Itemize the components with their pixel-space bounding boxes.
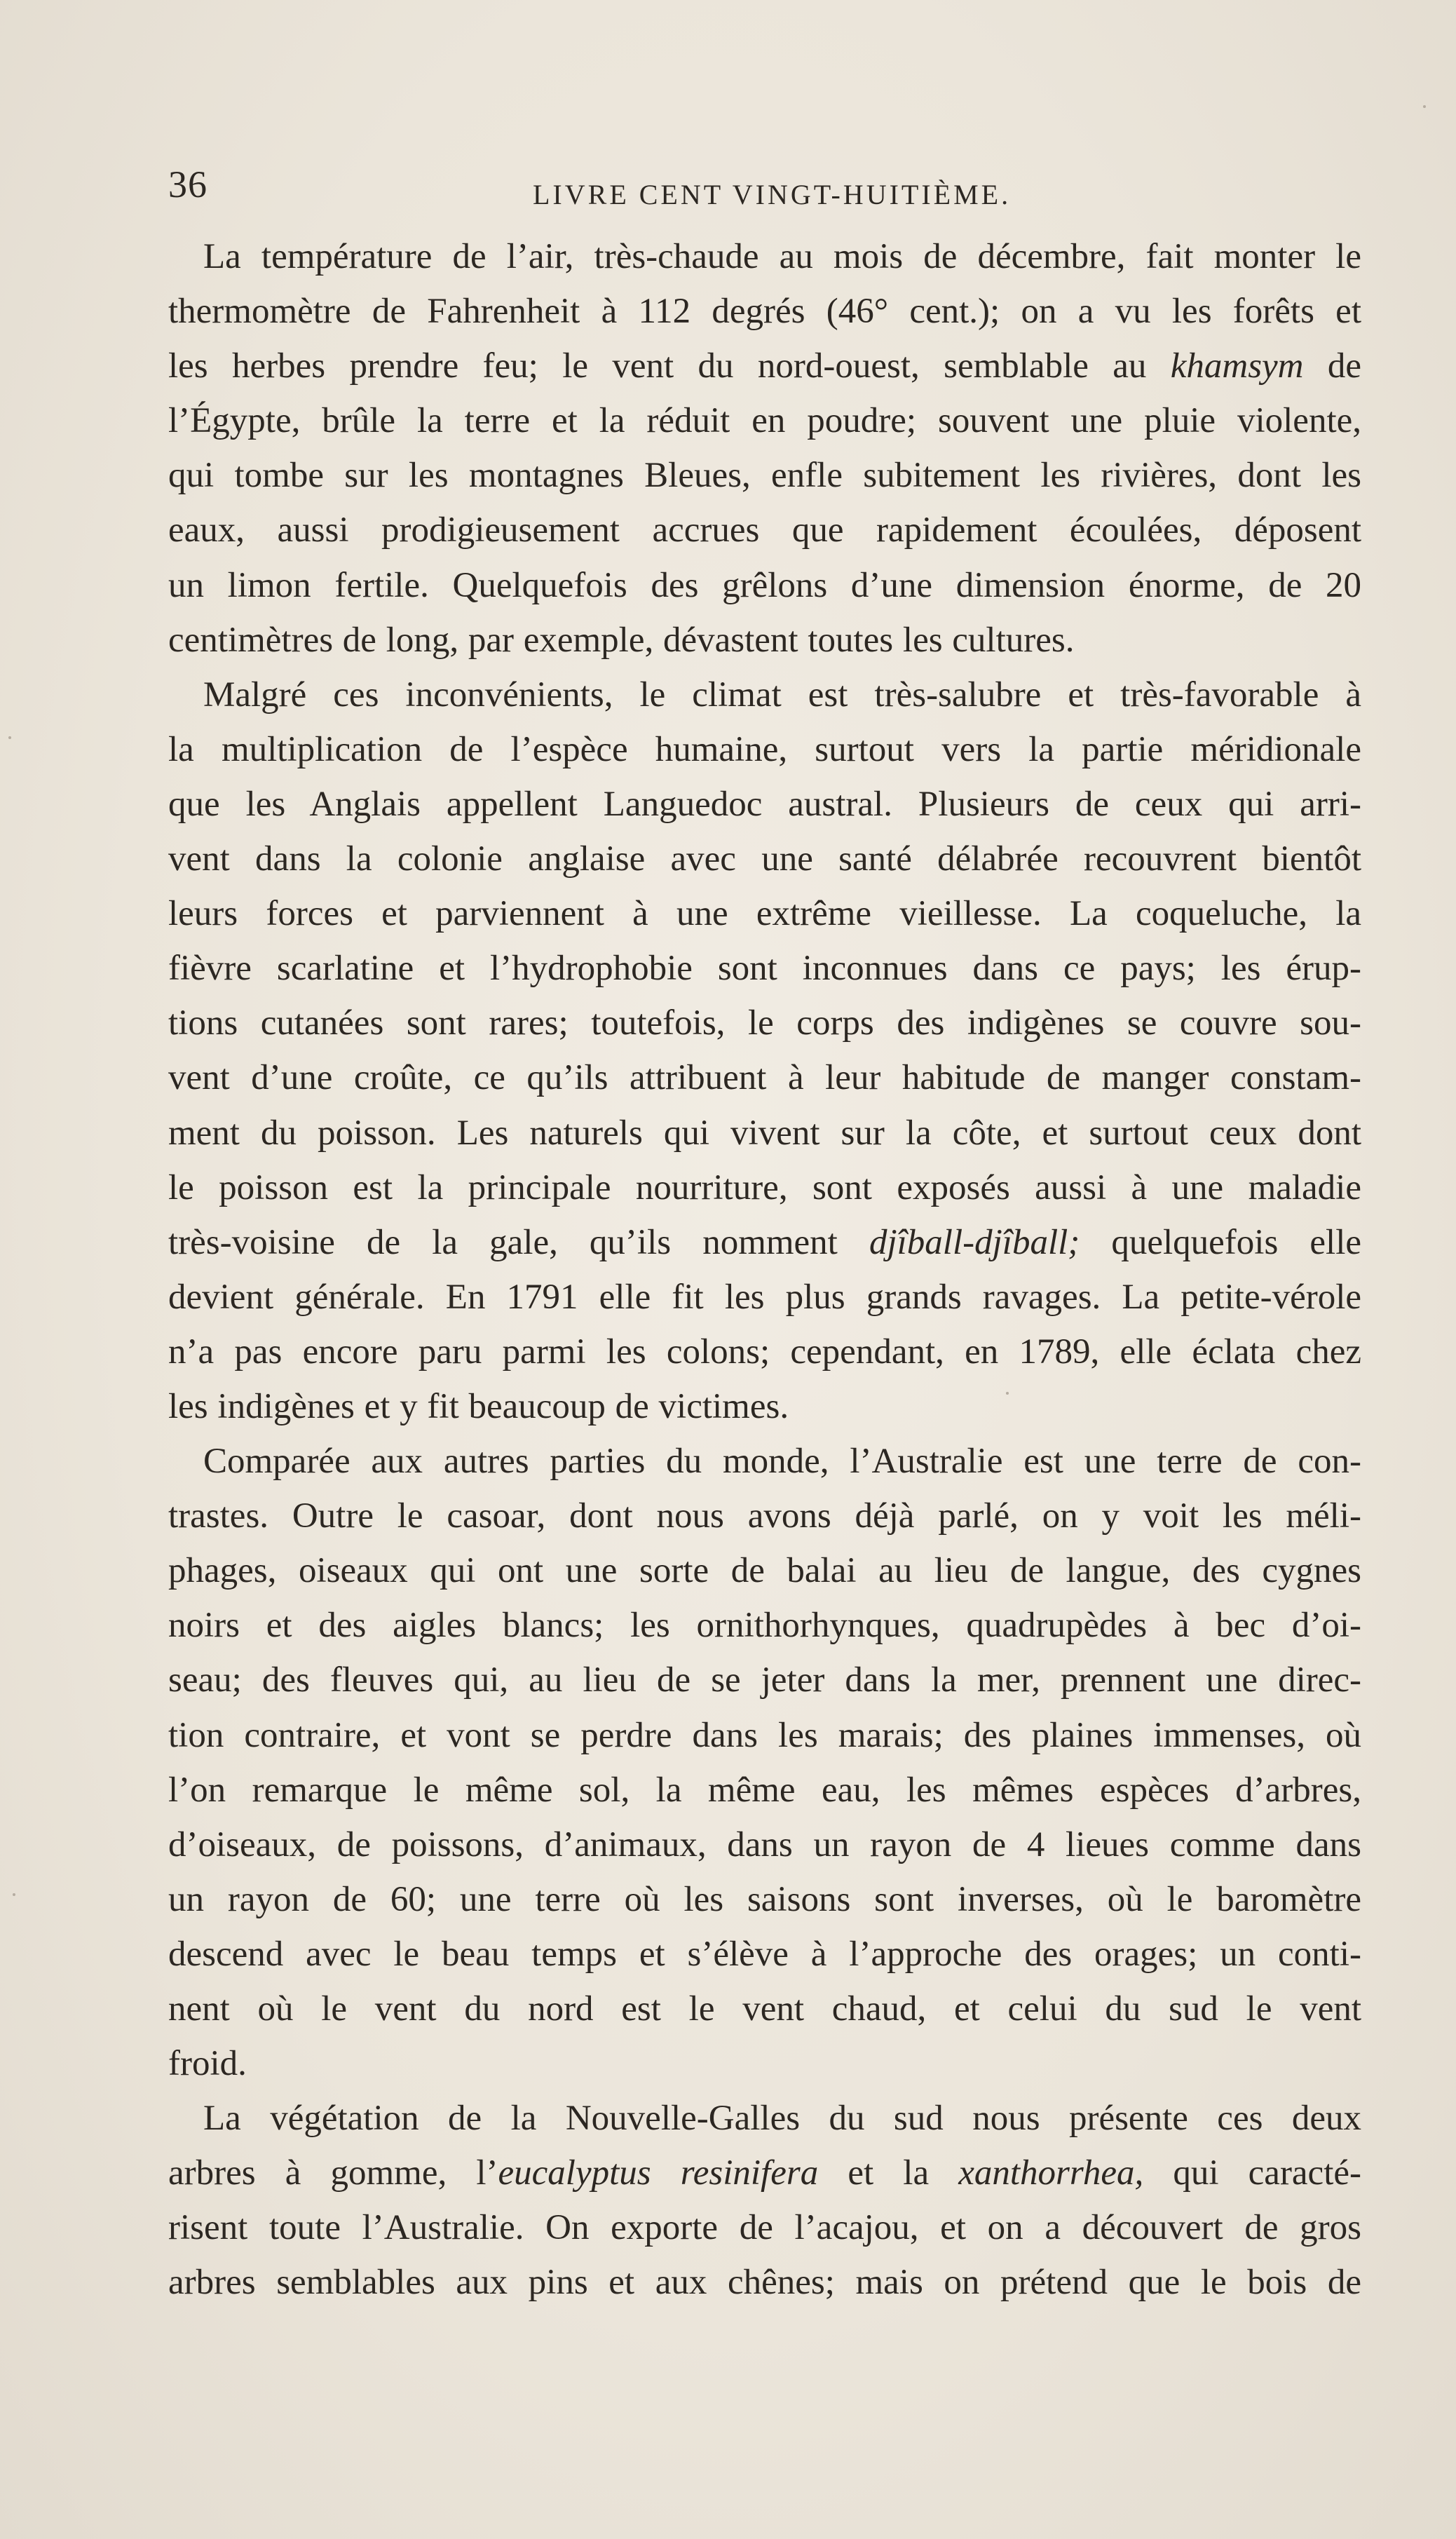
italic-term: djîball-djîball;	[869, 1222, 1080, 1262]
text-line: seau; des fleuves qui, au lieu de se jeter dans la mer, prennent une direc-	[168, 1660, 1361, 1700]
text-line: leurs forces et parviennent à une extrême vieillesse. La coqueluche, la	[168, 894, 1361, 934]
text-segment: quelquefois elle	[1111, 1222, 1362, 1262]
text-line: n’a pas encore paru parmi les colons; cependant, en 1789, elle éclata chez	[168, 1332, 1361, 1372]
text-line: tions cutanées sont rares; toutefois, le corps des indigènes se couvre sou-	[168, 1003, 1361, 1043]
text-line: que les Anglais appellent Languedoc austral. Plusieurs de ceux qui arri-	[168, 784, 1361, 824]
text-line: l’Égypte, brûle la terre et la réduit en poudre; souvent une pluie violente,	[168, 401, 1361, 441]
paragraph-1	[168, 229, 1361, 668]
italic-term: xanthorrhea,	[958, 2153, 1144, 2193]
text-line: nent où le vent du nord est le vent chaud, et celui du sud le vent	[168, 1989, 1361, 2029]
text-line	[168, 1215, 1361, 1270]
text-line: qui tombe sur les montagnes Bleues, enfle subitement les rivières, dont les	[168, 456, 1361, 496]
paper-speck	[1006, 1392, 1009, 1395]
text-line: vent d’une croûte, ce qu’ils attribuent à leur habitude de manger constam-	[168, 1058, 1361, 1098]
text-line: arbres semblables aux pins et aux chênes; mais on prétend que le bois de	[168, 2263, 1361, 2303]
paragraph-3	[168, 1434, 1361, 2091]
paper-speck	[1423, 105, 1426, 108]
text-line: La végétation de la Nouvelle-Galles du sud nous présente ces deux	[203, 2099, 1361, 2139]
paper-speck	[13, 1893, 15, 1896]
running-head: LIVRE CENT VINGT-HUITIÈME.	[533, 179, 1012, 210]
text-line: devient générale. En 1791 elle fit les plus grands ravages. La petite-vérole	[168, 1277, 1361, 1317]
italic-term: eucalyptus resinifera	[498, 2153, 819, 2193]
text-line	[168, 2146, 1361, 2200]
text-line: centimètres de long, par exemple, dévastent toutes les cultures.	[168, 620, 1075, 660]
text-line: thermomètre de Fahrenheit à 112 degrés (46° cent.); on a vu les forêts et	[168, 292, 1361, 332]
text-line: noirs et des aigles blancs; les ornithorhynques, quadrupèdes à bec d’oi-	[168, 1606, 1361, 1646]
text-segment: qui caracté-	[1173, 2153, 1361, 2193]
text-line: Malgré ces inconvénients, le climat est très-salubre et très-favorable à	[203, 675, 1361, 715]
text-segment: et la	[848, 2153, 930, 2193]
text-line: le poisson est la principale nourriture, sont exposés aussi à une maladie	[168, 1167, 1361, 1207]
text-segment: de	[1327, 346, 1362, 386]
page-header	[168, 163, 1360, 212]
text-segment: très-voisine de la gale, qu’ils nomment	[168, 1222, 838, 1262]
italic-term: khamsym	[1170, 346, 1304, 386]
text-line: un rayon de 60; une terre où les saisons sont inverses, où le baromètre	[168, 1879, 1361, 1919]
text-line: d’oiseaux, de poissons, d’animaux, dans un rayon de 4 lieues comme dans	[168, 1824, 1361, 1864]
text-line: froid.	[168, 2044, 247, 2084]
text-line: phages, oiseaux qui ont une sorte de balai au lieu de langue, des cygnes	[168, 1551, 1361, 1591]
text-line: La température de l’air, très-chaude au mois de décembre, fait monter le	[203, 237, 1361, 276]
text-line: risent toute l’Australie. On exporte de l’acajou, et on a découvert de gros	[168, 2208, 1361, 2248]
text-line: l’on remarque le même sol, la même eau, les mêmes espèces d’arbres,	[168, 1770, 1361, 1810]
text-line: descend avec le beau temps et s’élève à l’approche des orages; un conti-	[168, 1934, 1361, 1974]
text-segment: arbres à gomme, l’	[168, 2153, 498, 2193]
text-line: tion contraire, et vont se perdre dans les marais; des plaines immenses, où	[168, 1715, 1361, 1755]
text-line: la multiplication de l’espèce humaine, surtout vers la partie méridionale	[168, 729, 1361, 769]
text-line: Comparée aux autres parties du monde, l’Australie est une terre de con-	[203, 1442, 1361, 1482]
text-line: trastes. Outre le casoar, dont nous avons déjà parlé, on y voit les méli-	[168, 1496, 1361, 1536]
paragraph-4	[168, 2091, 1361, 2310]
text-line: eaux, aussi prodigieusement accrues que rapidement écoulées, déposent	[168, 510, 1361, 550]
page-number: 36	[168, 163, 207, 205]
paper-speck	[8, 736, 11, 739]
text-line: ment du poisson. Les naturels qui vivent sur la côte, et surtout ceux dont	[168, 1113, 1361, 1153]
text-segment: les herbes prendre feu; le vent du nord-ouest, semblable au	[168, 346, 1147, 386]
text-line	[168, 339, 1361, 393]
paragraph-2	[168, 668, 1361, 1434]
body-text	[168, 229, 1361, 2310]
text-line: les indigènes et y fit beaucoup de victimes.	[168, 1386, 789, 1426]
text-line: un limon fertile. Quelquefois des grêlons d’une dimension énorme, de 20	[168, 565, 1361, 605]
text-line: fièvre scarlatine et l’hydrophobie sont inconnues dans ce pays; les érup-	[168, 949, 1361, 989]
text-line: vent dans la colonie anglaise avec une santé délabrée recouvrent bientôt	[168, 839, 1361, 879]
